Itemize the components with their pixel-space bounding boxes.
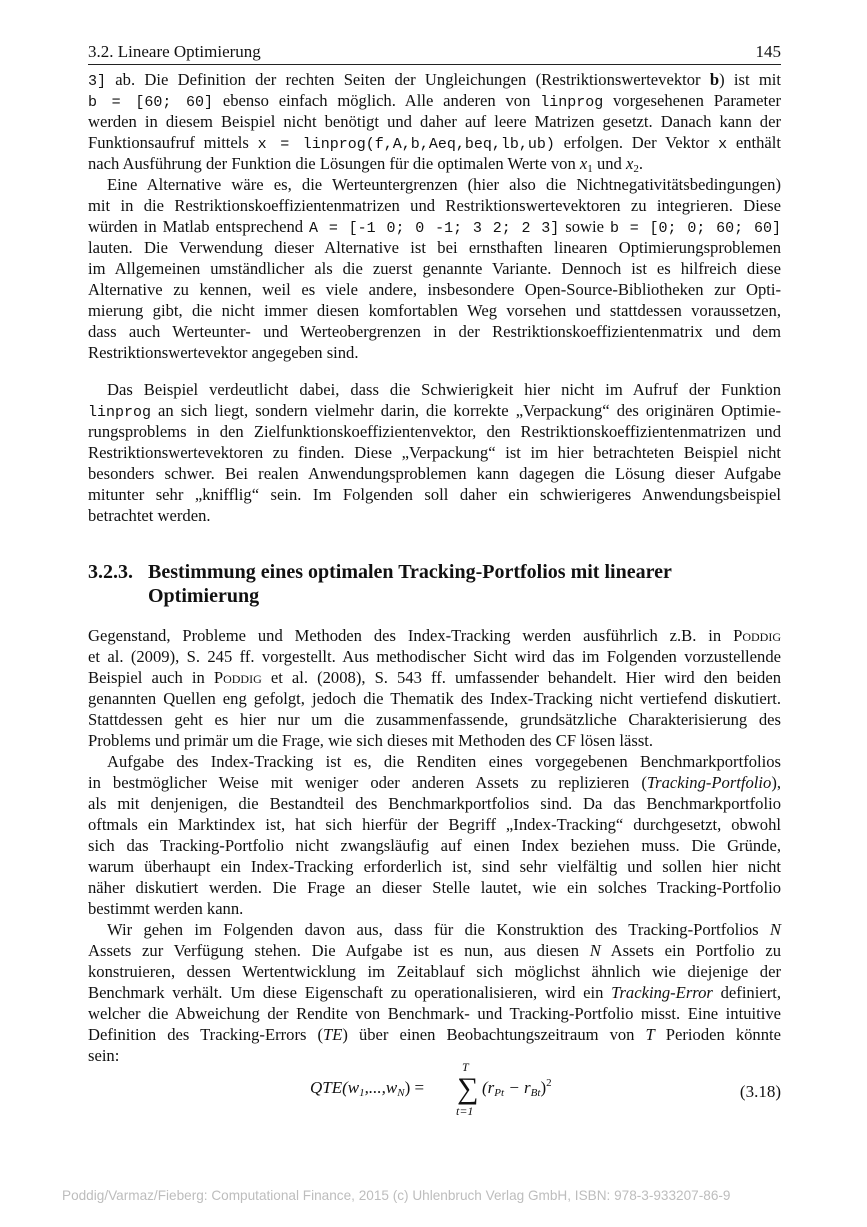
code-fragment: linprog — [88, 404, 152, 421]
text-line: genannten Quellen eng gefolgt, jedoch die Thematik des Index-Tracking nicht vertiefend diskutiert. — [88, 689, 781, 708]
text-line: Restriktionswertevektoren zu finden. Diese „Verpackung“ ist im hier betrachteten Beispiel nicht — [88, 443, 781, 462]
math-var: x — [579, 154, 588, 173]
running-header — [88, 42, 781, 65]
text-fragment: würden in Matlab entsprechend — [88, 217, 310, 236]
sum-symbol: ∑ — [457, 1072, 479, 1105]
code-fragment: 3] — [88, 73, 107, 90]
text-fragment: ), — [771, 773, 781, 792]
math-var: x — [625, 154, 634, 173]
section-heading — [88, 560, 672, 584]
text-fragment: . — [638, 154, 644, 173]
text-line — [88, 941, 781, 961]
text-line: sich das Tracking-Portfolio nicht zwangsläufig auf einen Index beziehen muss. Die Gründe, — [88, 836, 781, 855]
text-fragment: Wir gehen im Folgenden davon aus, dass für die Konstruktion des Tracking-Portfolios — [107, 920, 770, 939]
text-line: konstruieren, dessen Wertentwicklung im Zeitablauf sich möglichst ähnlich wie diejenige der — [88, 962, 781, 981]
code-fragment: x = linprog(f,A,b,Aeq,beq,lb,ub) — [257, 136, 555, 153]
text-line: werden in diesem Beispiel nicht benötigt und daher auf leere Matrizen gesetzt. Danach kann der — [88, 112, 781, 131]
author-name: Poddig — [733, 626, 781, 645]
math-fragment: (w — [342, 1078, 360, 1097]
text-line — [107, 920, 781, 940]
text-line: Problems und primär um die Frage, wie sich dieses mit Methoden des CF lösen lässt. — [88, 731, 654, 750]
text-fragment: ) über einen Beobachtungszeitraum von — [342, 1025, 646, 1044]
text-fragment: erfolgen. Der Vektor — [554, 133, 719, 152]
math-subscript: N — [397, 1087, 405, 1099]
equation-lhs — [310, 1078, 424, 1098]
math-exponent: 2 — [546, 1077, 552, 1089]
sum-upper-limit: T — [462, 1060, 469, 1074]
section-heading-continued: Optimierung — [148, 585, 260, 607]
author-name: Poddig — [213, 668, 262, 687]
text-line: mierung gibt, die nicht immer diesen komfortablen Weg vorsehen und stattdessen voraussetzen, — [88, 301, 781, 320]
bold-symbol: b — [709, 70, 720, 89]
math-subscript: 1 — [587, 163, 593, 175]
text-line: Alternative zu kennen, weil es viele andere, insbesondere Open-Source-Bibliotheken zur Opti- — [88, 280, 781, 299]
text-line: Eine Alternative wäre es, die Werteuntergrenzen (hier also die Nichtnegativitätsbedingungen) — [107, 175, 781, 194]
text-line: Stattdessen geht es hier nur um die zusammenfassende, grundsätzliche Charakterisierung des — [88, 710, 781, 729]
code-fragment: b = [0; 0; 60; 60] — [609, 220, 781, 237]
text-line: dass auch Werteunter- und Werteobergrenzen in der Restriktionskoeffizientenmatrix und dem — [88, 322, 781, 341]
text-fragment: und — [592, 154, 626, 173]
code-fragment: b = [60; 60] — [88, 94, 214, 111]
text-line: et al. (2009), S. 245 ff. vorgestellt. Aus methodischer Sicht wird das im Folgenden vorzustellende — [88, 647, 781, 666]
text-line — [88, 626, 781, 646]
equation-number: (3.18) — [739, 1082, 781, 1101]
text-fragment: sowie — [559, 217, 610, 236]
code-fragment: A = [-1 0; 0 -1; 3 2; 2 3] — [309, 220, 560, 237]
text-fragment: Beispiel auch in — [88, 668, 214, 687]
text-fragment: et al. (2008), S. 543 ff. umfassender behandelt. Hier wird den beiden — [261, 668, 782, 687]
text-line — [88, 154, 781, 174]
math-var: TE — [323, 1025, 343, 1044]
text-fragment: in bestmöglicher Weise mit weniger oder anderen Assets zu replizieren ( — [88, 773, 647, 792]
text-line: rungsproblems in den Zielfunktionskoeffizientenvektor, den Restriktionskoeffizientenmatrizen und — [88, 422, 781, 441]
text-line — [88, 217, 781, 239]
text-fragment: ebenso einfach möglich. Alle anderen von — [213, 91, 541, 110]
text-line: sein: — [88, 1046, 120, 1065]
emphasis-term: Tracking-Portfolio — [646, 773, 772, 792]
text-line: bestimmt werden kann. — [88, 899, 244, 918]
text-line: im Allgemeinen umständlicher als die zuerst genannte Variante. Dennoch ist es hilfreich diese — [88, 259, 781, 278]
text-fragment: ) ist mit — [719, 70, 781, 89]
text-fragment: nach Ausführung der Funktion die Lösungen für die optimalen Werte von — [88, 154, 580, 173]
text-fragment: Definition des Tracking-Errors ( — [88, 1025, 323, 1044]
text-fragment: definiert, — [712, 983, 781, 1002]
text-line: als mit denjenigen, die Bestandteil des Benchmarkportfolios sind. Da das Benchmarkportfolio — [88, 794, 781, 813]
math-subscript: 2 — [633, 163, 639, 175]
text-fragment: enthält — [727, 133, 781, 152]
math-var: T — [645, 1025, 655, 1044]
code-fragment: x — [718, 136, 728, 153]
text-line — [88, 401, 781, 423]
math-subscript: Bt — [530, 1087, 541, 1099]
math-fragment: ,...,w — [364, 1078, 398, 1097]
code-fragment: linprog — [540, 94, 604, 111]
text-line: mit in die Restriktionskoeffizientenmatrizen und Restriktionswertevektoren zu integrieren. Diese — [88, 196, 781, 215]
text-fragment: Gegenstand, Probleme und Methoden des Index-Tracking werden ausführlich z.B. in — [88, 626, 734, 645]
text-line: besonders schwer. Bei realen Anwendungsproblemen kann dagegen die Lösung dieser Aufgabe — [88, 464, 781, 483]
emphasis-term: Tracking-Error — [611, 983, 713, 1002]
header-section-title: 3.2. Lineare Optimierung — [88, 42, 261, 61]
text-line — [88, 1025, 781, 1045]
math-fragment: − r — [504, 1078, 531, 1097]
math-fragment: ) = — [404, 1078, 425, 1097]
text-line: oftmals ein Marktindex ist, hat sich hierfür der Begriff „Index-Tracking“ durchgesetzt, obwohl — [88, 815, 781, 834]
section-number: 3.2.3. — [88, 561, 133, 583]
text-line — [88, 983, 781, 1003]
text-line: betrachtet werden. — [88, 506, 211, 525]
text-line: lauten. Die Verwendung dieser Alternative ist bei ernsthaften linearen Optimierungsproblemen — [88, 238, 781, 257]
text-line — [88, 668, 781, 688]
text-line: Das Beispiel verdeutlicht dabei, dass die Schwierigkeit hier nicht im Aufruf der Funktion — [107, 380, 781, 399]
text-fragment: Benchmark verhält. Um diese Eigenschaft zu operationalisieren, wird ein — [88, 983, 612, 1002]
copyright-footer: Poddig/Varmaz/Fieberg: Computational Finance, 2015 (c) Uhlenbruch Verlag GmbH, ISBN: 978-3-933207-86-9 — [62, 1188, 731, 1203]
text-fragment: ab. Die Definition der rechten Seiten der Ungleichungen (Restriktionswertevektor — [106, 70, 710, 89]
math-fragment: ) — [540, 1078, 547, 1097]
text-fragment: vorgesehenen Parameter — [603, 91, 782, 110]
page-number: 145 — [755, 42, 781, 61]
equation-rhs — [482, 1078, 552, 1098]
math-var: N — [589, 941, 601, 960]
text-fragment: Assets ein Portfolio zu — [600, 941, 781, 960]
text-line — [88, 91, 781, 113]
text-line: Restriktionswertevektor angegeben sind. — [88, 343, 359, 362]
text-line: näher diskutiert werden. Die Frage an dieser Stelle lautet, wie ein solches Tracking-Portfolio — [88, 878, 781, 897]
text-fragment: Perioden könnte — [654, 1025, 781, 1044]
text-fragment: Assets zur Verfügung stehen. Die Aufgabe ist es nun, aus diesen — [88, 941, 590, 960]
text-line: warum überhaupt ein Index-Tracking erforderlich ist, sind sehr vielfältig und sollen hier nicht — [88, 857, 781, 876]
sum-lower-limit: t=1 — [456, 1104, 474, 1118]
text-line — [88, 773, 781, 793]
math-var: N — [769, 920, 781, 939]
text-line — [88, 133, 781, 155]
text-line: mitunter sehr „knifflig“ sein. Im Folgenden soll daher ein schwierigeres Anwendungsbeispiel — [88, 485, 781, 504]
text-fragment: Funktionsaufruf mittels — [88, 133, 258, 152]
math-subscript: 1 — [359, 1087, 365, 1099]
text-line — [88, 70, 781, 92]
text-fragment: an sich liegt, sondern vielmehr darin, die korrekte „Verpackung“ des originären Optimie- — [151, 401, 781, 420]
section-title: Bestimmung eines optimalen Tracking-Portfolios mit linearer — [148, 561, 672, 583]
text-line: welcher die Abweichung der Rendite von Benchmark- und Tracking-Portfolio misst. Eine intuitive — [88, 1004, 781, 1023]
math-subscript: Pt — [494, 1087, 505, 1099]
math-function: QTE — [310, 1078, 343, 1097]
text-line: Aufgabe des Index-Tracking ist es, die Renditen eines vorgegebenen Benchmarkportfolios — [107, 752, 781, 771]
math-fragment: (r — [482, 1078, 495, 1097]
